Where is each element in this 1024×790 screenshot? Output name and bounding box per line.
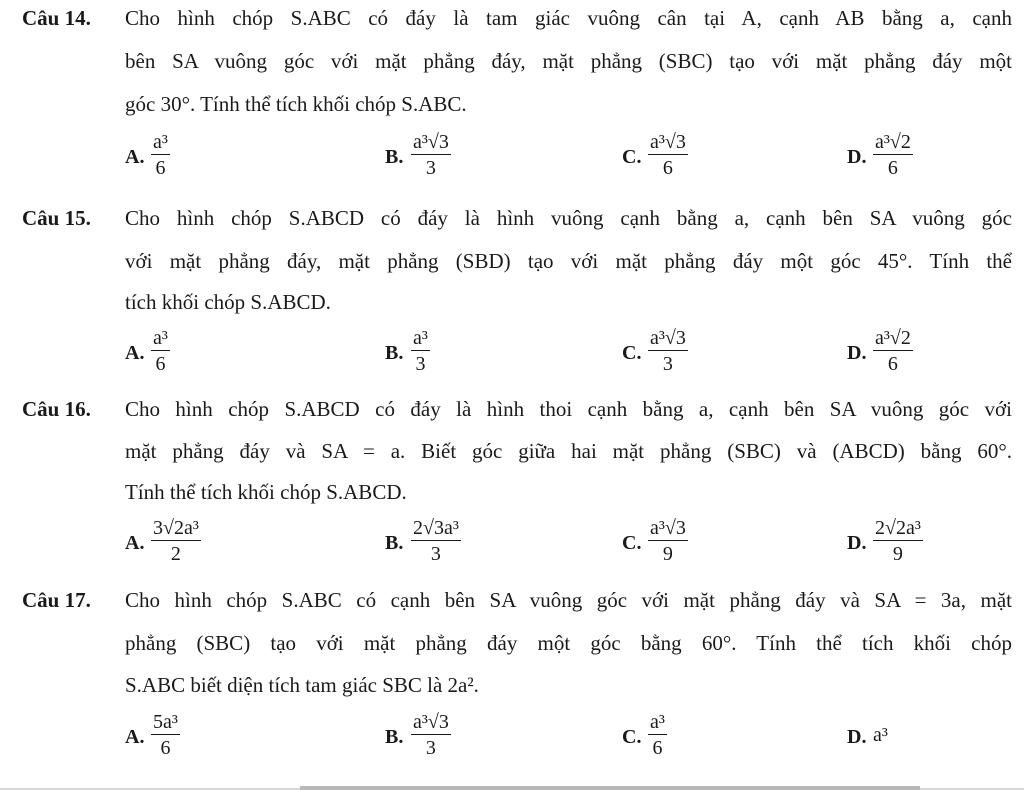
question-text-line: Cho hình chóp S.ABCD có đáy là hình vuông cạnh bằng a, cạnh bên SA vuông góc	[125, 206, 1012, 230]
option-label: A.	[125, 726, 145, 748]
option-label: D.	[847, 532, 867, 554]
option-fraction: a³√3 6	[650, 131, 686, 179]
option-label: D.	[847, 342, 867, 364]
option-label: B.	[385, 146, 404, 168]
option-fraction: a³√2 6	[875, 327, 911, 375]
option-fraction: a³ 3	[413, 327, 428, 375]
option-fraction: a³√2 6	[875, 131, 911, 179]
option-fraction: 2√2a³ 9	[875, 517, 921, 565]
question-number: Câu 16.	[22, 397, 91, 421]
option-label: C.	[622, 726, 642, 748]
question-text-line: Cho hình chóp S.ABC có cạnh bên SA vuông góc với mặt phẳng đáy và SA = 3a, mặt	[125, 588, 1012, 612]
option-label: A.	[125, 146, 145, 168]
option-label: D.	[847, 726, 867, 748]
question-text-line: phẳng (SBC) tạo với mặt phẳng đáy một góc bằng 60°. Tính thể tích khối chóp	[125, 631, 1012, 655]
options	[0, 326, 1024, 382]
option-label: C.	[622, 146, 642, 168]
question-text-line: mặt phẳng đáy và SA = a. Biết góc giữa hai mặt phẳng (SBC) và (ABCD) bằng 60°.	[125, 439, 1012, 463]
option-fraction: a³ 6	[650, 711, 665, 759]
option-label: B.	[385, 342, 404, 364]
option-expression: a³	[873, 724, 888, 746]
question-text-line: tích khối chóp S.ABCD.	[125, 290, 331, 314]
options	[0, 130, 1024, 186]
question-number: Câu 14.	[22, 6, 91, 30]
option-label: C.	[622, 342, 642, 364]
option-fraction: 3√2a³ 2	[153, 517, 199, 565]
question-number: Câu 17.	[22, 588, 91, 612]
option-fraction: 2√3a³ 3	[413, 517, 459, 565]
option-fraction: a³ 6	[153, 327, 168, 375]
option-label: A.	[125, 532, 145, 554]
question-text-line: góc 30°. Tính thể tích khối chóp S.ABC.	[125, 92, 467, 116]
option-fraction: 5a³ 6	[153, 711, 178, 759]
option-label: B.	[385, 726, 404, 748]
option-label: B.	[385, 532, 404, 554]
option-label: A.	[125, 342, 145, 364]
question-text-line: Tính thể tích khối chóp S.ABCD.	[125, 480, 407, 504]
option-label: C.	[622, 532, 642, 554]
question-text-line: S.ABC biết diện tích tam giác SBC là 2a².	[125, 673, 479, 697]
question-text-line: bên SA vuông góc với mặt phẳng đáy, mặt phẳng (SBC) tạo với mặt phẳng đáy một	[125, 49, 1012, 73]
option-fraction: a³ 6	[153, 131, 168, 179]
question-text-line: Cho hình chóp S.ABC có đáy là tam giác vuông cân tại A, cạnh AB bằng a, cạnh	[125, 6, 1012, 30]
option-fraction: a³√3 9	[650, 517, 686, 565]
options	[0, 710, 1024, 766]
bottom-scrollbar[interactable]	[300, 786, 920, 790]
option-fraction: a³√3 3	[413, 711, 449, 759]
option-fraction: a³√3 3	[650, 327, 686, 375]
question-text-line: Cho hình chóp S.ABCD có đáy là hình thoi cạnh bằng a, cạnh bên SA vuông góc với	[125, 397, 1012, 421]
question-number: Câu 15.	[22, 206, 91, 230]
question-text-line: với mặt phẳng đáy, mặt phẳng (SBD) tạo với mặt phẳng đáy một góc 45°. Tính thể	[125, 249, 1012, 273]
options	[0, 516, 1024, 572]
option-label: D.	[847, 146, 867, 168]
option-fraction: a³√3 3	[413, 131, 449, 179]
